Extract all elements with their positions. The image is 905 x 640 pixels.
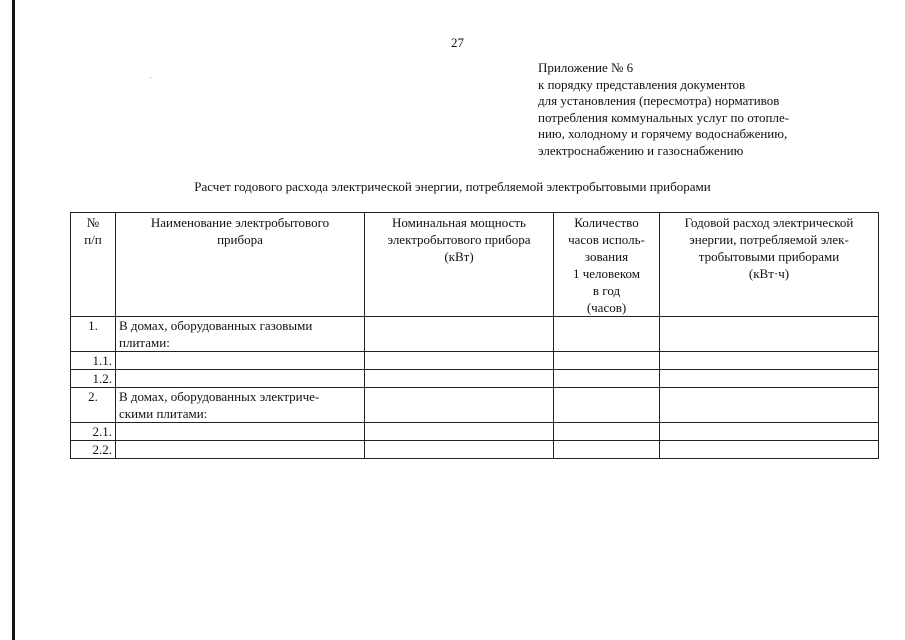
power-value (365, 352, 554, 370)
appliance-name: В домах, оборудованных электриче- скими плитами: (116, 388, 365, 423)
appendix-line: Приложение № 6 (538, 60, 634, 75)
row-number: 1.2. (71, 370, 116, 388)
appendix-line: потребления коммунальных услуг по отопле- (538, 109, 790, 125)
appliance-name (116, 423, 365, 441)
appliance-name: В домах, оборудованных газовыми плитами: (116, 317, 365, 352)
scan-speck (150, 77, 151, 78)
annual-value (660, 423, 879, 441)
hours-value (554, 423, 660, 441)
appendix-line: к порядку представления документов (538, 76, 746, 92)
row-number: 2. (71, 388, 116, 423)
header-number-cell: № п/п (71, 213, 116, 317)
hours-value (554, 441, 660, 459)
hours-value (554, 370, 660, 388)
header-power-cell: Номинальная мощность электробытового прибора (кВт) (365, 213, 554, 317)
hours-value (554, 352, 660, 370)
table-row (71, 441, 879, 459)
page-number: 27 (451, 35, 464, 50)
annual-value (660, 317, 879, 352)
power-value (365, 388, 554, 423)
table-header-row (71, 213, 879, 317)
header-name-cell: Наименование электробытового прибора (116, 213, 365, 317)
annual-value (660, 352, 879, 370)
scan-edge-bar (12, 0, 15, 640)
power-value (365, 441, 554, 459)
table-row (71, 317, 879, 352)
appendix-line: электроснабжению и газоснабжению (538, 142, 744, 158)
hours-value (554, 388, 660, 423)
row-number: 1.1. (71, 352, 116, 370)
appendix-note (538, 60, 789, 160)
row-number: 2.1. (71, 423, 116, 441)
annual-value (660, 370, 879, 388)
table-row (71, 388, 879, 423)
header-annual-cell: Годовой расход электрической энергии, потребляемой элек- тробытовыми приборами (кВт·ч) (660, 213, 879, 317)
row-number: 1. (71, 317, 116, 352)
power-value (365, 317, 554, 352)
appendix-line: для установления (пересмотра) нормативов (538, 93, 780, 109)
appliance-name (116, 441, 365, 459)
document-title: Расчет годового расхода электрической энергии, потребляемой электробытовыми приборами (194, 179, 711, 194)
power-value (365, 370, 554, 388)
appendix-line: нию, холодному и горячему водоснабжению, (538, 126, 788, 142)
hours-value (554, 317, 660, 352)
table-row (71, 352, 879, 370)
row-number: 2.2. (71, 441, 116, 459)
power-value (365, 423, 554, 441)
annual-value (660, 441, 879, 459)
consumption-table (70, 212, 879, 459)
appliance-name (116, 370, 365, 388)
appliance-name (116, 352, 365, 370)
annual-value (660, 388, 879, 423)
table-row (71, 423, 879, 441)
table-row (71, 370, 879, 388)
header-hours-cell: Количество часов исполь- зования 1 человеком в год (часов) (554, 213, 660, 317)
